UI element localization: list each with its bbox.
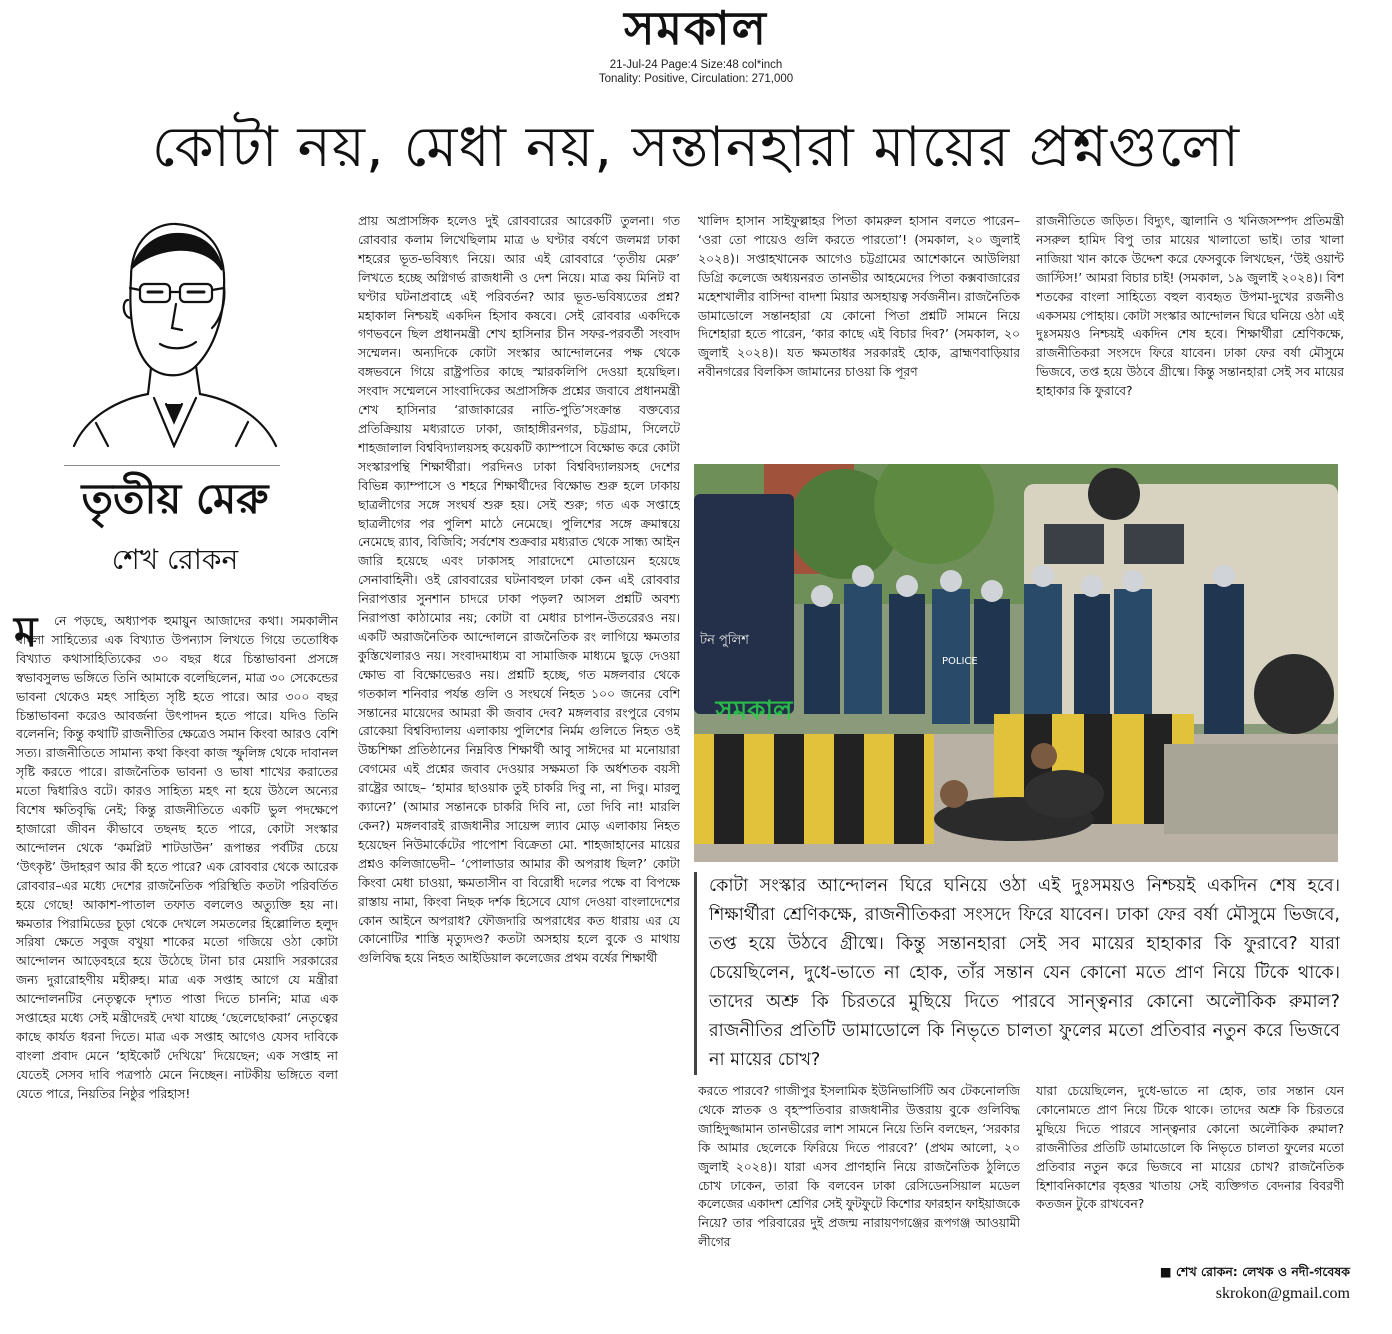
author-email: skrokon@gmail.com <box>1215 1285 1350 1302</box>
column-divider <box>64 465 280 466</box>
publisher-watermark: সমকাল <box>715 696 793 726</box>
author-byline: শেখ রোকন <box>111 543 239 576</box>
article-column-3-bottom: করতে পারবে? গাজীপুর ইসলামিক ইউনিভার্সিটি অব টেকনোলজি থেকে স্নাতক ও বৃহস্পতিবার রাজধানীর উত্তরায় বুকে গুলিবিদ্ধ জাহিদুজ্জামান তানভীরের লাশ সামনে নিয়ে তিনি বলছেন, ‘সরকার কি আমার ছেলেকে ফিরিয়ে দিতে পারবে?’ (প্রথম আলো, ২০ জুলাই ২০২৪)। যারা এসব প্রাণহানি নিয়ে রাজনৈতিক ঠুলিতে চোখ ঢাকেন, তারা কি বলবেন ঢাকা রেসিডেনসিয়াল মডেল কলেজের একাদশ শ্রেণির সেই ফুটফুটে কিশোর ফারহান ফাইয়াজকে নিয়ে? তার পরিবারের দুই প্রজন্ম নারায়ণগঞ্জের রূপগঞ্জ আওয়ামী লীগের <box>698 1084 1020 1250</box>
column-name: তৃতীয় মেরু <box>81 474 269 523</box>
pull-quote: কোটা সংস্কার আন্দোলন ঘিরে ঘনিয়ে ওঠা এই দুঃসময়ও নিশ্চয়ই একদিন শেষ হবে। শিক্ষার্থীরা শ্রেণিকক্ষে, রাজনীতিকরা সংসদে ফিরে যাবেন। ঢাকা ফের বর্ষা মৌসুমে ভিজবে, তপ্ত হয়ে উঠবে গ্রীষ্মে। কিন্তু সন্তানহারা সেই সব মায়ের হাহাকার কি ফুরাবে? যারা চেয়েছিলেন, দুধে-ভাতে না হোক, তাঁর সন্তান যেন কোনো মতে প্রাণ নিয়ে টিকে থাকে। তাদের অশ্রু কি চিরতরে মুছিয়ে দিতে পারবে সান্ত্বনার কোনো অলৌকিক রুমাল? রাজনীতির প্রতিটি ডামাডোলে কি নিভৃতে চালতা ফুলের মতো প্রতিবার নতুন করে ভিজবে না মায়ের চোখ? <box>694 872 1340 1075</box>
clipping-meta-line1: 21-Jul-24 Page:4 Size:48 col*inch <box>609 59 783 71</box>
article-column-2: প্রায় অপ্রাসঙ্গিক হলেও দুই রোববারের আরেকটি তুলনা। গত রোববার কলাম লিখেছিলাম মাত্র ৬ ঘণ্টার বর্ষণে জলমগ্ন ঢাকা শহরের ভূত-ভবিষ্যৎ নিয়ে। আর এই রোববারে ‘তৃতীয় মেরু’ লিখতে হচ্ছে অগ্নিগর্ভ রাজধানী ও দেশ নিয়ে। মাত্র কয় মিনিট বা ঘণ্টার ঘটনাপ্রবাহে এই পরিবর্তন? আর ভূত-ভবিষ্যতের প্রশ্ন? মহাকাল নিশ্চয়ই একদিন হিসাব কষবে। সেই রোববার একদিকে গণভবনে ছিল প্রধানমন্ত্রী শেখ হাসিনার চীন সফর-পরবর্তী সংবাদ সম্মেলন। অন্যদিকে কোটা সংস্কার আন্দোলনের পক্ষ থেকে বঙ্গভবনে গিয়ে রাষ্ট্রপতির কাছে স্মারকলিপি দেওয়া হয়েছিল। সংবাদ সম্মেলনে সাংবাদিকের অপ্রাসঙ্গিক প্রশ্নের জবাবে প্রধানমন্ত্রী শেখ হাসিনার ‘রাজাকারের নাতি-পুতি’সংক্রান্ত বক্তব্যের প্রতিক্রিয়ায় মধ্যরাতে ঢাকা, জাহাঙ্গীরনগর, চট্টগ্রাম, সিলেটে শাহজালাল বিশ্ববিদ্যালয়সহ কয়েকটি ক্যাম্পাসে বিক্ষোভ করে কোটা সংস্কারপন্থি শিক্ষার্থীরা। পরদিনও ঢাকা বিশ্ববিদ্যালয়সহ দেশের বিভিন্ন ক্যাম্পাসে ও শহরে শিক্ষার্থীদের বিক্ষোভ শুরু হলে ঢাকায় ছাত্রলীগের সঙ্গে সংঘর্ষ শুরু হয়। সেই শুরু; গত এক সপ্তাহে ছাত্রলীগের পর পুলিশ মাঠে নেমেছে। পুলিশের সঙ্গে ক্রমান্বয়ে নেমেছে র‍্যাব, বিজিবি; সর্বশেষ শুক্রবার মধ্যরাত থেকে সান্ধ্য আইন জারি হয়েছে এবং ঢাকাসহ সারাদেশে মোতায়েন হয়েছে সেনাবাহিনী। ওই রোববারের ঘটনাবহুল ঢাকা কেন এই রোববার নিরাপত্তার সুনশান চাদরে ঢাকা পড়ল? আসল প্রশ্নটি অবশ্য নিরাপত্তা কাঠামোর নয়; কোটা বা মেধার চাপান-উতরেরও নয়। একটি অরাজনৈতিক আন্দোলনে রাজনৈতিক রং লাগিয়ে ক্ষমতার কুস্তিখেলারও নয়। সংবাদমাধ্যম বা সামাজিক মাধ্যমে ছুড়ে দেওয়া ক্ষোভ বা বিক্ষোভেরও নয়। প্রশ্নটি হচ্ছে, গত মঙ্গলবার থেকে গতকাল শনিবার পর্যন্ত গুলি ও সংঘর্ষে নিহত ১০০ জনের বেশি সন্তানের মায়েদের আমরা কী জবাব দেব? মঙ্গলবার রংপুরে বেগম রোকেয়া বিশ্ববিদ্যালয় এলাকায় পুলিশের নির্মম গুলিতে নিহত ওই উচ্চশিক্ষা প্রতিষ্ঠানের নিম্নবিত্ত শিক্ষার্থী আবু সাঈদের মা মনোয়ারা বেগমের এই প্রশ্নের জবাব দেওয়ার সক্ষমতা কি অর্ধশতক বয়সী রাষ্ট্রের আছে– ‘হামার ছাওয়াক তুই চাকরি দিবু না, না দিবু। মারলু ক্যানে?’ (আমার সন্তানকে চাকরি দিবি না, তো দিবি না! মারলি কেন?) মঙ্গলবারই রাজধানীর সায়েন্স ল্যাব মোড় এলাকায় নিহত হয়েছেন নিউমার্কেটের পাপোশ বিক্রেতা মো. শাহজাহানের মায়ের প্রশ্নও কলিজাভেদী– ‘পোলাডার আমার কী অপরাধ ছিল?’ কোটা কিংবা মেধা চাওয়া, ক্ষমতাসীন বা বিরোধী দলের পক্ষে বা বিপক্ষে রাস্তায় নামা, কিংবা নিছক দর্শক হিসেবে যোগ দেওয়া বাংলাদেশের কোন আইনে অপরাধ? ফৌজদারি অপরাধের কত ধারায় এর যে কোনোটির শাস্তি মৃত্যুদণ্ড? কতটা অসহায় হলে বুকে ও মাথায় গুলিবিদ্ধ হয়ে নিহত আইডিয়াল কলেজের প্রথম বর্ষের শিক্ষার্থী <box>358 214 680 966</box>
police-vest-lettering: POLICE <box>942 656 978 667</box>
article-column-4-bottom: যারা চেয়েছিলেন, দুধে-ভাতে না হোক, তার সন্তান যেন কোনোমতে প্রাণ নিয়ে টিকে থাকে। তাদের অশ্রু কি চিরতরে মুছিয়ে দিতে পারবে সান্ত্বনার কোনো অলৌকিক রুমাল? রাজনীতির প্রতিটি ডামাডোলে কি নিভৃতে চালতা ফুলের মতো প্রতিবার নতুন করে ভিজবে না মায়ের চোখ? রাজনৈতিক হিশাবনিকাশের বৃহত্তর খাতায় সেই ব্যক্তিগত বেদনার বিবরণী কতজন টুকে রাখবেন? <box>1036 1084 1344 1212</box>
news-photo <box>694 464 1338 862</box>
clipping-meta-line2: Tonality: Positive, Circulation: 271,000 <box>598 73 794 85</box>
article-column-1: নে পড়ছে, অধ্যাপক হুমায়ুন আজাদের কথা। সমকালীন বাংলা সাহিত্যের এক বিখ্যাত উপন্যাস লিখতে গিয়ে ততোধিক বিখ্যাত কথাসাহিত্যিকের ৩০ বছর ধরে চিন্তাভাবনা প্রসঙ্গে স্বভাবসুলভ ভঙ্গিতে তিনি আমাকে বলেছিলেন, মাত্র ৩০ সেকেন্ডের ভাবনা থেকেও মহৎ সাহিত্য সৃষ্টি হতে পারে। আর ৩০০ বছর চিন্তাভাবনা করেও আবর্জনা উৎপাদন হতে পারে। যদিও তিনি বলেননি; কিন্তু কথাটি রাজনীতির ক্ষেত্রেও সমান কিংবা আরও বেশি সত্য। রাজনীতিতে সামান্য কথা কিংবা কাজ স্ফুলিঙ্গ থেকে দাবানল সৃষ্টি করতে পারে। রাজনৈতিক ভাবনা ও ভাষা শাখের করাতের মতো দ্বিধারিও বটে। কারও সাহিত্য মহৎ না হয়ে উঠলে অন্যের বিশেষ ক্ষতিবৃদ্ধি নেই; কিন্তু রাজনীতিতে একটি ভুল পদক্ষেপে হাজারো জীবন কীভাবে তছনছ হতে পারে, কোটা সংস্কার আন্দোলন থেকে ‘কমপ্লিট শাটডাউন’ রূপান্তর পর্বটির চেয়ে ‘উৎকৃষ্ট’ উদাহরণ আর কী হতে পারে? এক রোববার থেকে আরেক রোববার–এর মধ্যে দেশের রাজনৈতিক পরিস্থিতি কতটা পরিবর্তিত হয়ে গেছে! আকাশ-পাতাল তফাত বললেও অত্যুক্তি হয় না। ক্ষমতার পিরামিডের চূড়া থেকে দেখলে সমতলের হিল্লোলিত হলুদ সরিষা ক্ষেতে সবুজ বখুয়া শাকের মতো গজিয়ে ওঠা কোটা আন্দোলন আড়েবহরে হয়ে উঠেছে টানা চার মেয়াদি সরকারের জন্য দুরারোহণীয় মহীরুহ। মাত্র এক সপ্তাহ আগে যে মন্ত্রীরা আন্দোলনটির নেতৃত্বকে দৃশ্যত পাত্তা দিতে চাননি; মাত্র এক সপ্তাহের মধ্যে সেই মন্ত্রীদেরই দেখা যাচ্ছে ‘ছেলেছোকরা’ নেতৃত্বের কাছে কার্যত ধরনা দিতে। মাত্র এক সপ্তাহ আগেও যেসব দাবিকে বাংলা প্রবাদ মেনে ‘হাইকোর্ট দেখিয়ে’ দিয়েছেন; এক সপ্তাহ না যেতেই সেসব দাবি পত্রপাঠ মেনে নিচ্ছেন। নাটকীয় ভঙ্গিতে বলা যেতে পারে, নিয়তির নিষ্ঠুর পরিহাস! <box>16 614 338 1101</box>
article-column-3-top: খালিদ হাসান সাইফুল্লাহর পিতা কামরুল হাসান বলতে পারেন– ‘ওরা তো পায়েও গুলি করতে পারতো’! (সমকাল, ২০ জুলাই ২০২৪)। সপ্তাহখানেক আগেও চট্টগ্রামের আশেকানে আউলিয়া ডিগ্রি কলেজে অধ্যয়নরত তানভীর আহমেদের পিতা কক্সবাজারের মহেশখালীর বাসিন্দা বাদশা মিয়ার অসহায়ত্ব সর্বজনীন। রাজনৈতিক ডামাডোলে সন্তানহারা যে কোনো পিতা প্রশ্নটি সামনে নিয়ে দিশেহারা হতে পারেন, ‘কার কাছে এই বিচার দিব?’ (সমকাল, ২০ জুলাই ২০২৪)। যত ক্ষমতাধর সরকারই হোক, ব্রাহ্মণবাড়িয়ার নবীনগরের বিলকিস জামানের চাওয়া কি পূরণ <box>698 214 1020 380</box>
article-column-4-top: রাজনীতিতে জড়িত। বিদ্যুৎ, জ্বালানি ও খনিজসম্পদ প্রতিমন্ত্রী নসরুল হামিদ বিপু তার মায়ের খালাতো ভাই। তার খালা নাজিয়া খান কাকে উদ্দেশ করে ফেসবুকে লিখছেন, ‘উই ওয়ান্ট জাস্টিস!’ আমরা বিচার চাই! (সমকাল, ১৯ জুলাই ২০২৪)। বিশ শতকের বাংলা সাহিত্যে বহুল ব্যবহৃত উপমা-দুখের রজনীও একসময় পোহায়। কোটা সংস্কার আন্দোলন ঘিরে ঘনিয়ে ওঠা এই দুঃসময়ও নিশ্চয়ই একদিন শেষ হবে। শিক্ষার্থীরা শ্রেণিকক্ষে, রাজনীতিকরা সংসদে ফিরে যাবেন। ঢাকা ফের বর্ষা মৌসুমে ভিজবে, তপ্ত হয়ে উঠবে গ্রীষ্মে। কিন্তু সন্তানহারা সেই সব মায়ের হাহাকার কি ফুরাবে? <box>1036 214 1344 399</box>
newspaper-masthead: সমকাল <box>624 1 768 55</box>
vehicle-lettering: টন পুলিশ <box>700 633 749 648</box>
author-signature: ■ শেখ রোকন: লেখক ও নদী-গবেষক <box>1159 1264 1350 1279</box>
author-portrait-sketch <box>36 208 286 448</box>
article-headline: কোটা নয়, মেধা নয়, সন্তানহারা মায়ের প্রশ্নগুলো <box>151 115 1241 180</box>
drop-cap: ম <box>14 607 38 656</box>
